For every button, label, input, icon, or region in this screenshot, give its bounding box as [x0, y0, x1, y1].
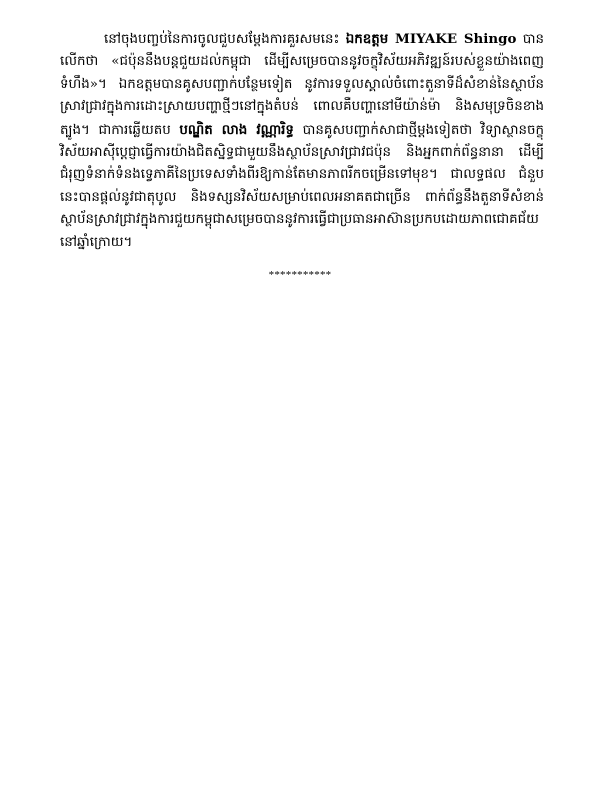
paragraph-text-3: បានគូសបញ្ជាក់សាជាថ្មីម្តងទៀតថា វិទ្យាស្ថានចក្ខុវិស័យអាស៊ីប្តេជ្ញាធ្វើការយ៉ាងជិតស្និទ្ធជាមួយនឹងស្ថាប័នស្រាវជ្រាវជប៉ុន និងអ្នកពាក់ព័ន្ធនានា ដើម្បីជំរុញទំនាក់ទំនងទ្វេភាគីនៃប្រទេសទាំងពីរឱ្យកាន់តែមានភាពរីកចម្រើនទៅមុខ។ ជាលទ្ធផល ជំនួបនេះបានផ្តល់នូវជាតុបូល និងទស្សនវិស័យសម្រាប់ពេលអនាគតជាច្រើន ពាក់ព័ន្ធនឹងតួនាទីសំខាន់ស្ថាប័នស្រាវជ្រាវក្នុងការជួយកម្ពុជាសម្រេចបាននូវការធ្វើជាប្រធានអាស៊ានប្រកបដោយភាពជោគជ័យនៅឆ្នាំក្រោយ។ [60, 122, 545, 250]
person-name-miyake: MIYAKE Shingo [388, 31, 517, 47]
body-paragraph [60, 28, 544, 254]
paragraph-text-1: នៅចុងបញ្ចប់នៃការចូលជួបសម្តែងការគួរសមនេះ [104, 32, 346, 47]
paragraph-text-2: បានលើកថា «ជប៉ុននឹងបន្តជួយដល់កម្ពុជា ដើម្បីសម្រេចបាននូវចក្ខុវិស័យអភិវឌ្ឍន៍របស់ខ្លួនយ៉ាងពេញទំហឹង»។ ឯកឧត្តមបានគូសបញ្ជាក់បន្ថែមទៀត នូវការទទួលស្គាល់ចំពោះតួនាទីដ៏សំខាន់នៃស្ថាប័នស្រាវជ្រាវក្នុងការដោះស្រាយបញ្ហាថ្មីៗនៅក្នុងតំបន់ ពោលគឺបញ្ហានៅមីយ៉ាន់ម៉ា និងសមុទ្រចិនខាងត្បូង។ ជាការឆ្លើយតប [60, 32, 544, 138]
section-separator: *********** [268, 269, 332, 281]
person-name-leang: បណ្ឌិត លាង វណ្ណារិទ្ធ [179, 121, 294, 138]
honorific-title: ឯកឧត្តម [345, 31, 389, 47]
